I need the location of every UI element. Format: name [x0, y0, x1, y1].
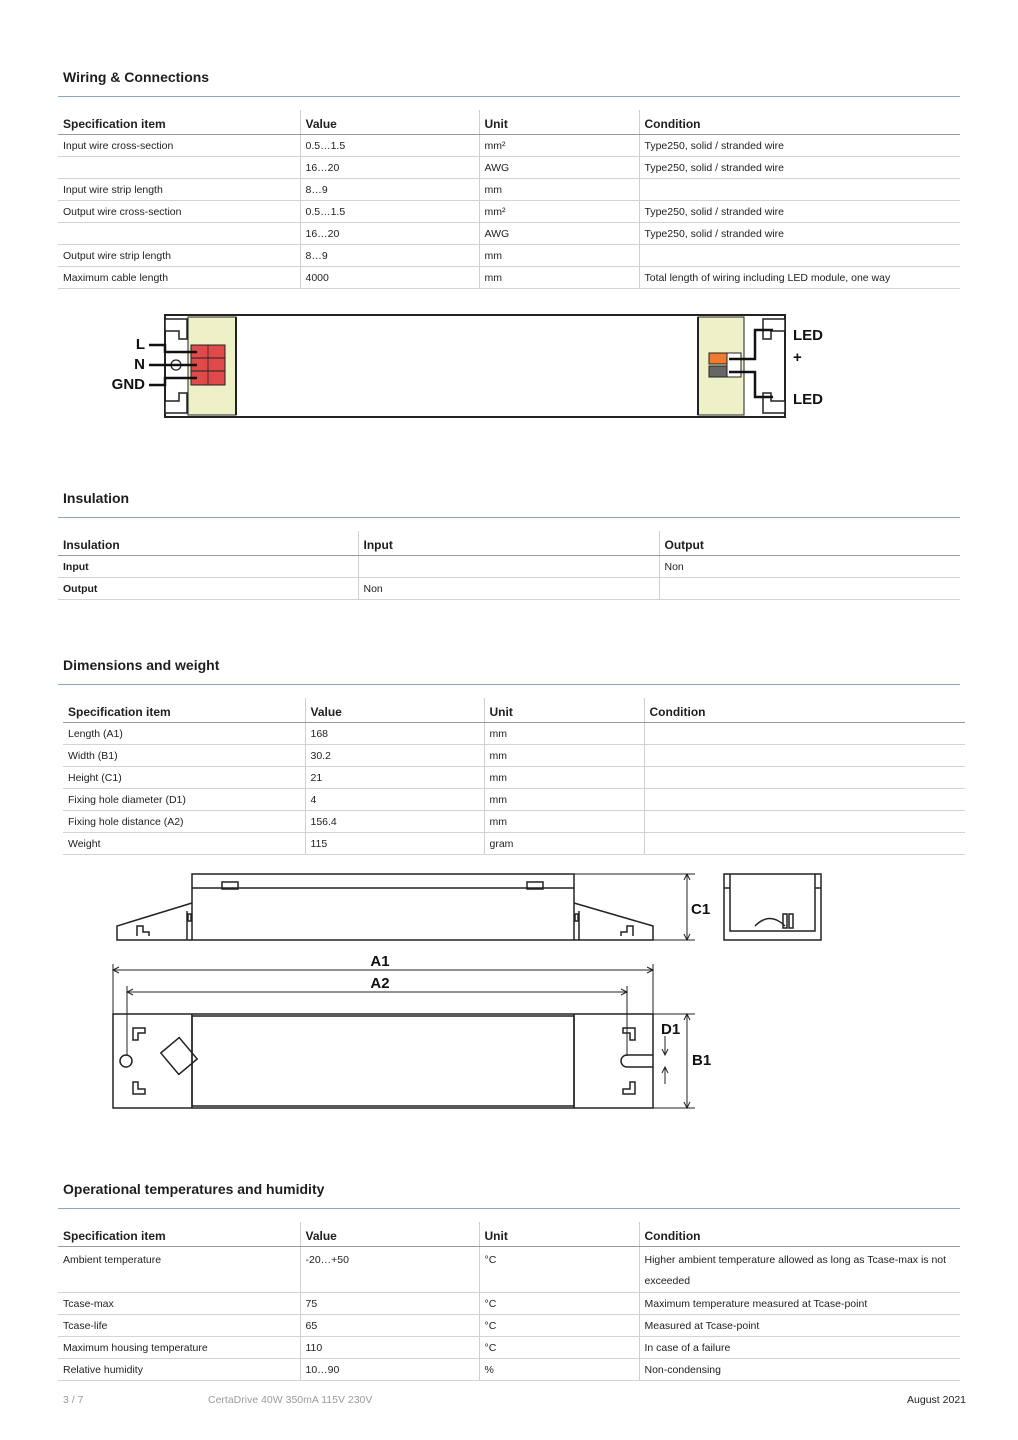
table-header-row	[58, 531, 960, 556]
driver-housing	[165, 315, 785, 417]
page-number: 3 / 7	[63, 1394, 84, 1406]
output-connector-minus	[709, 366, 727, 377]
table-cell: 8…9	[300, 179, 479, 201]
table-row	[58, 1359, 960, 1381]
document-date: August 2021	[907, 1394, 966, 1406]
table-row	[58, 1293, 960, 1315]
table-cell: Length (A1)	[63, 723, 305, 745]
dimension-label-b1: B1	[692, 1052, 712, 1069]
table-cell: 156.4	[305, 811, 484, 833]
column-header: Input	[358, 531, 659, 556]
table-cell	[644, 723, 965, 745]
table-cell	[58, 157, 300, 179]
table-cell	[639, 179, 960, 201]
table-cell	[644, 789, 965, 811]
column-header: Unit	[479, 110, 639, 135]
temperatures-section-title: Operational temperatures and humidity	[63, 1181, 325, 1197]
table-cell: Maximum cable length	[58, 267, 300, 289]
table-cell	[358, 556, 659, 578]
column-header: Value	[300, 110, 479, 135]
table-row	[58, 157, 960, 179]
output-connector-plus	[709, 353, 727, 364]
table-row	[58, 578, 960, 600]
table-row	[58, 1247, 960, 1293]
table-row	[58, 135, 960, 157]
column-header: Unit	[484, 698, 644, 723]
section-divider	[58, 1208, 960, 1209]
column-header: Insulation	[58, 531, 358, 556]
table-row	[63, 723, 965, 745]
table-row	[58, 1315, 960, 1337]
table-cell: mm	[484, 767, 644, 789]
table-cell: Fixing hole diameter (D1)	[63, 789, 305, 811]
section-divider	[58, 684, 960, 685]
terminal-label-led-minus: LED	[793, 391, 823, 408]
table-cell: 0.5…1.5	[300, 135, 479, 157]
table-cell: 65	[300, 1315, 479, 1337]
side-view	[117, 874, 653, 940]
table-row	[63, 767, 965, 789]
table-cell: mm	[479, 245, 639, 267]
column-header: Condition	[639, 110, 960, 135]
table-cell: Maximum temperature measured at Tcase-point	[639, 1293, 960, 1315]
table-row	[58, 201, 960, 223]
wiring-section-title: Wiring & Connections	[63, 69, 210, 85]
table-cell: Non	[659, 556, 960, 578]
table-cell: %	[479, 1359, 639, 1381]
table-cell: Type250, solid / stranded wire	[639, 201, 960, 223]
table-cell: Height (C1)	[63, 767, 305, 789]
table-cell: Type250, solid / stranded wire	[639, 223, 960, 245]
table-cell	[644, 745, 965, 767]
table-cell: °C	[479, 1337, 639, 1359]
table-cell: Higher ambient temperature allowed as long as Tcase-max is not exceeded	[639, 1247, 960, 1293]
table-cell: Relative humidity	[58, 1359, 300, 1381]
table-header-row	[58, 110, 960, 135]
table-cell: 16…20	[300, 223, 479, 245]
table-cell: Measured at Tcase-point	[639, 1315, 960, 1337]
table-cell: Output wire cross-section	[58, 201, 300, 223]
table-cell	[644, 833, 965, 855]
table-row	[58, 179, 960, 201]
dimensions-section-title: Dimensions and weight	[63, 657, 220, 673]
table-cell: gram	[484, 833, 644, 855]
table-row	[63, 789, 965, 811]
table-cell: Input wire strip length	[58, 179, 300, 201]
table-cell	[659, 578, 960, 600]
temperatures-table	[58, 1222, 960, 1381]
table-cell: 0.5…1.5	[300, 201, 479, 223]
table-cell: mm²	[479, 201, 639, 223]
section-divider	[58, 517, 960, 518]
table-cell: Type250, solid / stranded wire	[639, 157, 960, 179]
column-header: Condition	[639, 1222, 960, 1247]
table-cell: 16…20	[300, 157, 479, 179]
column-header: Value	[300, 1222, 479, 1247]
table-row	[63, 811, 965, 833]
table-cell: AWG	[479, 223, 639, 245]
column-header: Output	[659, 531, 960, 556]
table-header-row	[63, 698, 965, 723]
dimension-label-c1: C1	[691, 901, 711, 918]
product-name: CertaDrive 40W 350mA 115V 230V	[208, 1394, 373, 1406]
table-cell: -20…+50	[300, 1247, 479, 1293]
table-cell: Type250, solid / stranded wire	[639, 135, 960, 157]
dimension-label-a2: A2	[370, 975, 390, 992]
terminal-label-plus: +	[793, 349, 802, 366]
table-cell: Input wire cross-section	[58, 135, 300, 157]
table-row	[58, 267, 960, 289]
table-cell: 30.2	[305, 745, 484, 767]
table-cell: 4000	[300, 267, 479, 289]
table-cell: °C	[479, 1315, 639, 1337]
terminal-label-n: N	[134, 356, 145, 373]
table-cell	[639, 245, 960, 267]
table-cell: 168	[305, 723, 484, 745]
table-cell	[58, 223, 300, 245]
top-view	[113, 1014, 653, 1108]
table-cell: 115	[305, 833, 484, 855]
wiring-diagram	[105, 305, 845, 430]
table-cell: °C	[479, 1293, 639, 1315]
table-cell	[644, 767, 965, 789]
insulation-table	[58, 531, 960, 600]
table-cell: 4	[305, 789, 484, 811]
table-cell: 8…9	[300, 245, 479, 267]
table-cell: mm	[484, 789, 644, 811]
table-cell: Tcase-life	[58, 1315, 300, 1337]
table-cell: °C	[479, 1247, 639, 1293]
table-cell: Tcase-max	[58, 1293, 300, 1315]
table-row	[63, 833, 965, 855]
table-cell: 21	[305, 767, 484, 789]
table-cell: Maximum housing temperature	[58, 1337, 300, 1359]
table-row	[58, 1337, 960, 1359]
column-header: Unit	[479, 1222, 639, 1247]
terminal-label-l: L	[135, 336, 145, 353]
terminal-label-gnd: GND	[111, 376, 145, 393]
table-cell: Non-condensing	[639, 1359, 960, 1381]
end-view	[724, 874, 821, 940]
dimension-label-d1: D1	[661, 1021, 681, 1038]
table-row	[58, 223, 960, 245]
table-cell: Output wire strip length	[58, 245, 300, 267]
section-divider	[58, 96, 960, 97]
table-header-row	[58, 1222, 960, 1247]
table-cell: Non	[358, 578, 659, 600]
dimension-drawing	[105, 866, 835, 1116]
table-cell: mm	[479, 267, 639, 289]
terminal-label-led-plus: LED	[793, 327, 823, 344]
table-cell: Width (B1)	[63, 745, 305, 767]
table-row	[63, 745, 965, 767]
table-cell: mm²	[479, 135, 639, 157]
column-header: Specification item	[63, 698, 305, 723]
column-header: Specification item	[58, 110, 300, 135]
column-header: Specification item	[58, 1222, 300, 1247]
table-cell: Ambient temperature	[58, 1247, 300, 1293]
dimension-label-a1: A1	[370, 953, 390, 970]
table-cell: AWG	[479, 157, 639, 179]
table-row	[58, 556, 960, 578]
column-header: Condition	[644, 698, 965, 723]
table-cell: 10…90	[300, 1359, 479, 1381]
table-cell: Fixing hole distance (A2)	[63, 811, 305, 833]
table-cell: 110	[300, 1337, 479, 1359]
dimensions-table	[63, 698, 965, 855]
wiring-table	[58, 110, 960, 289]
table-cell: mm	[484, 723, 644, 745]
table-cell: mm	[484, 811, 644, 833]
insulation-section-title: Insulation	[63, 490, 130, 506]
row-header-cell: Output	[58, 578, 358, 600]
table-cell: mm	[479, 179, 639, 201]
table-cell	[644, 811, 965, 833]
column-header: Value	[305, 698, 484, 723]
row-header-cell: Input	[58, 556, 358, 578]
table-cell: Total length of wiring including LED module, one way	[639, 267, 960, 289]
table-cell: Weight	[63, 833, 305, 855]
table-cell: In case of a failure	[639, 1337, 960, 1359]
table-cell: 75	[300, 1293, 479, 1315]
table-cell: mm	[484, 745, 644, 767]
table-row	[58, 245, 960, 267]
